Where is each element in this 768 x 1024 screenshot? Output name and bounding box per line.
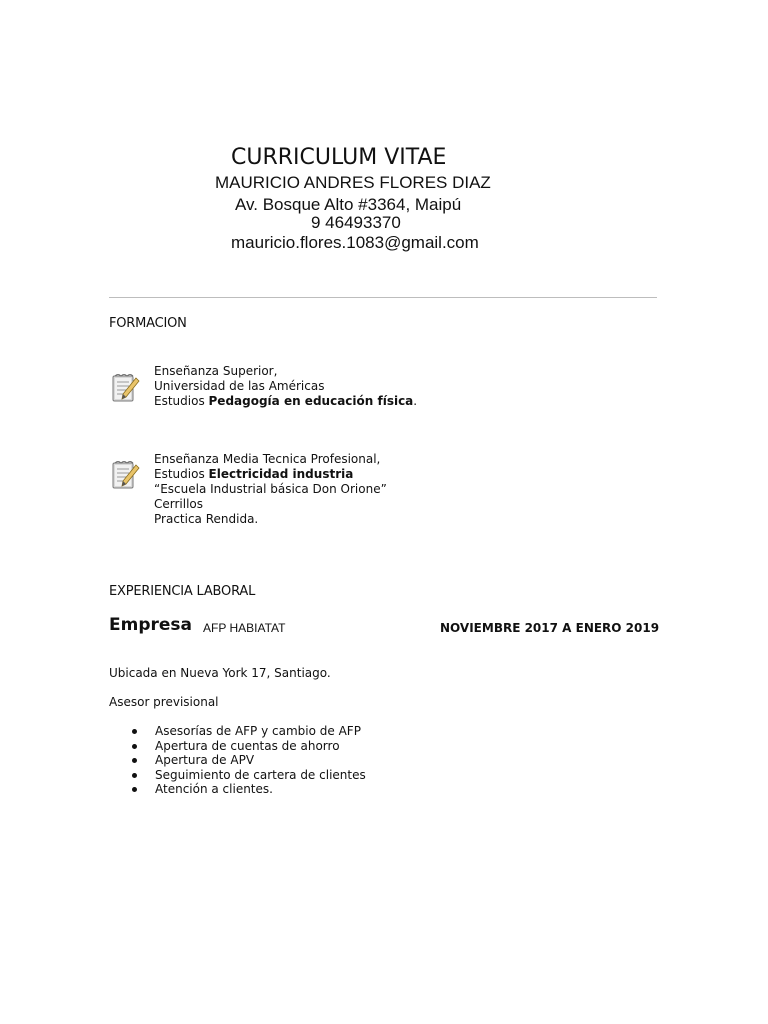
company-name: AFP HABIATAT [203, 621, 286, 635]
education-entry-1 [154, 364, 417, 409]
candidate-address: Av. Bosque Alto #3364, Maipú [235, 195, 462, 214]
education-2-studies [154, 467, 387, 482]
list-item [132, 782, 366, 797]
education-2-status: Practica Rendida. [154, 512, 259, 526]
education-1-institution: Universidad de las Américas [154, 379, 325, 393]
list-item [132, 739, 366, 754]
section-heading-formacion: FORMACION [109, 316, 187, 331]
task-text: Seguimiento de cartera de clientes [155, 767, 366, 782]
section-heading-experiencia: EXPERIENCIA LABORAL [109, 584, 256, 599]
list-item [132, 768, 366, 783]
bullet-icon [132, 787, 137, 792]
education-2-level: Enseñanza Media Tecnica Profesional, [154, 452, 381, 466]
education-1-studies-program: Pedagogía en educación física [208, 394, 414, 408]
list-item [132, 753, 366, 768]
task-text: Asesorías de AFP y cambio de AFP [155, 724, 361, 738]
list-item [132, 724, 366, 739]
education-2-location: Cerrillos [154, 497, 204, 511]
education-1-studies [154, 394, 417, 409]
education-2-studies-program: Electricidad industria [208, 467, 354, 481]
task-text: Apertura de cuentas de ahorro [155, 738, 340, 753]
employment-period: NOVIEMBRE 2017 A ENERO 2019 [440, 621, 660, 635]
bullet-icon [132, 773, 137, 778]
notepad-pencil-icon [110, 459, 140, 491]
education-2-school: “Escuela Industrial básica Don Orione” [154, 482, 387, 496]
document-title: CURRICULUM VITAE [231, 145, 447, 170]
horizontal-divider [109, 297, 657, 298]
bullet-icon [132, 744, 137, 749]
notepad-pencil-icon [110, 372, 140, 404]
task-text: Apertura de APV [155, 753, 255, 768]
education-1-level: Enseñanza Superior, [154, 364, 278, 378]
education-1-studies-suffix: . [413, 394, 418, 408]
education-2-studies-prefix: Estudios [154, 467, 209, 481]
job-title: Asesor previsional [109, 695, 219, 709]
task-text: Atención a clientes. [155, 782, 273, 797]
company-location: Ubicada en Nueva York 17, Santiago. [109, 666, 331, 680]
education-entry-2 [154, 452, 387, 527]
education-1-studies-prefix: Estudios [154, 394, 209, 408]
company-label: Empresa [109, 615, 192, 635]
bullet-icon [132, 729, 137, 734]
candidate-phone: 9 46493370 [311, 213, 401, 232]
responsibilities-list [132, 724, 366, 797]
bullet-icon [132, 758, 137, 763]
candidate-name: MAURICIO ANDRES FLORES DIAZ [215, 173, 491, 192]
candidate-email: mauricio.flores.1083@gmail.com [231, 233, 479, 252]
